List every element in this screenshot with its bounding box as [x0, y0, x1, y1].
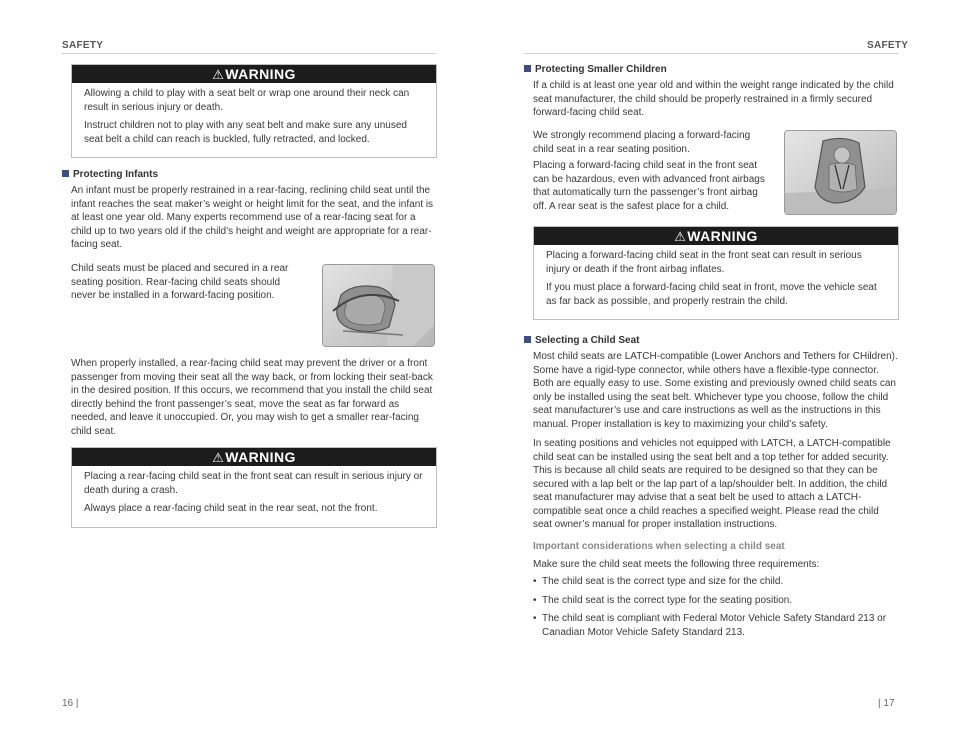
paragraph: If a child is at least one year old and within the weight range indicated by the child seat manufacturer, the child should be properly restrained in a firmly secured forward-facing child seat. [533, 80, 894, 118]
page-number: | 17 [878, 698, 895, 709]
page-header: SAFETY [867, 40, 909, 51]
section-heading-selecting: Selecting a Child Seat [524, 335, 639, 346]
paragraph: In seating positions and vehicles not equipped with LATCH, a LATCH-compatible child seat can be installed using the seat belt and a top tether for added security. This is because all child seats are required to be designed so that they can be secured with a lap belt or the lap part of a lap/shoulder belt. In addition, the child seat manufacturer may advise that a seat belt be used to attach a LATCH-compatible seat once a child reaches a specified weight. Please read the child seat owner’s manual for proper installation instructions. [533, 438, 891, 530]
warning-text: If you must place a forward-facing child seat in front, move the vehicle seat as far back as possible, and properly restrain the child. [546, 282, 877, 307]
section-square-icon [524, 336, 531, 343]
section-heading-infants: Protecting Infants [62, 169, 158, 180]
warning-box-forward-facing [533, 226, 899, 320]
paragraph: When properly installed, a rear-facing child seat may prevent the driver or a front passenger from moving their seat all the way back, or from locking their seat-back in the desired position. If this occurs, we recommend that you install the child seat directly behind the front passenger’s seat, move the seat as far forward as needed, and leave it unoccupied. Or, you may wish to get a smaller rear-facing child seat. [71, 358, 433, 437]
warning-text: Always place a rear-facing child seat in the rear seat, not the front. [84, 503, 378, 514]
paragraph: Placing a forward-facing child seat in the front seat can be hazardous, even with advanced front airbags that automatically turn the passenger’s front airbag off. A rear seat is the safest place for a child. [533, 160, 765, 212]
warning-title: WARNING [225, 449, 296, 465]
right-page [480, 0, 960, 750]
section-heading-smaller-children: Protecting Smaller Children [524, 64, 667, 75]
warning-title: WARNING [687, 228, 758, 244]
page-header: SAFETY [62, 40, 104, 51]
warning-title: WARNING [225, 66, 296, 82]
page-number: 16 | [62, 698, 79, 709]
warning-text: Instruct children not to play with any seat belt and make sure any unused seat belt a child can reach is buckled, fully retracted, and locked. [84, 120, 407, 145]
warning-text: Allowing a child to play with a seat belt or wrap one around their neck can result in serious injury or death. [84, 88, 410, 113]
warning-text: Placing a forward-facing child seat in the front seat can result in serious injury or death if the front airbag inflates. [546, 250, 862, 275]
warning-bar [72, 448, 436, 466]
list-item: • The child seat is the correct type and size for the child. [533, 575, 899, 589]
rear-facing-child-seat-photo [322, 264, 435, 347]
paragraph: Make sure the child seat meets the following three requirements: [533, 559, 820, 570]
warning-box-seatbelt [71, 64, 437, 158]
warning-text: Placing a rear-facing child seat in the front seat can result in serious injury or death during a crash. [84, 471, 423, 496]
paragraph: An infant must be properly restrained in a rear-facing, reclining child seat until the infant reaches the seat maker’s weight or height limit for the seat, and the infant is at least one year old. Many experts recommend use of a rear-facing seat for a child up to two years old if the child’s height and weight are appropriate for a rear-facing seat. [71, 185, 434, 250]
warning-box-rear-facing [71, 447, 437, 528]
list-item: • The child seat is the correct type for the seating position. [533, 594, 899, 608]
warning-bar [534, 227, 898, 245]
forward-facing-child-seat-photo [784, 130, 897, 215]
paragraph: Most child seats are LATCH-compatible (Lower Anchors and Tethers for CHildren). Some have a rigid-type connector, while others have a flexible-type connector. Both are equally easy to use. Some existing and previously owned child seats can only be installed using the seat belt. Whichever type you choose, follow the child seat manufacturer’s use and care instructions as well as the instructions in this manual. Proper installation is key to maximizing your child’s safety. [533, 351, 898, 430]
list-item: • The child seat is compliant with Federal Motor Vehicle Safety Standard 213 or Canadian Motor Vehicle Safety Standard 213. [533, 612, 899, 639]
warning-bar [72, 65, 436, 83]
paragraph: We strongly recommend placing a forward-facing child seat in a rear seating position. [533, 130, 751, 155]
header-rule [62, 53, 436, 54]
warning-triangle-icon: ⚠ [212, 67, 225, 82]
section-square-icon [62, 170, 69, 177]
warning-triangle-icon: ⚠ [212, 450, 225, 465]
paragraph: Child seats must be placed and secured in a rear seating position. Rear-facing child seats should never be installed in a forward-facing position. [71, 263, 289, 301]
header-rule [524, 53, 898, 54]
warning-triangle-icon: ⚠ [674, 229, 687, 244]
requirements-list [533, 575, 899, 644]
subheading: Important considerations when selecting a child seat [533, 541, 785, 552]
section-square-icon [524, 65, 531, 72]
